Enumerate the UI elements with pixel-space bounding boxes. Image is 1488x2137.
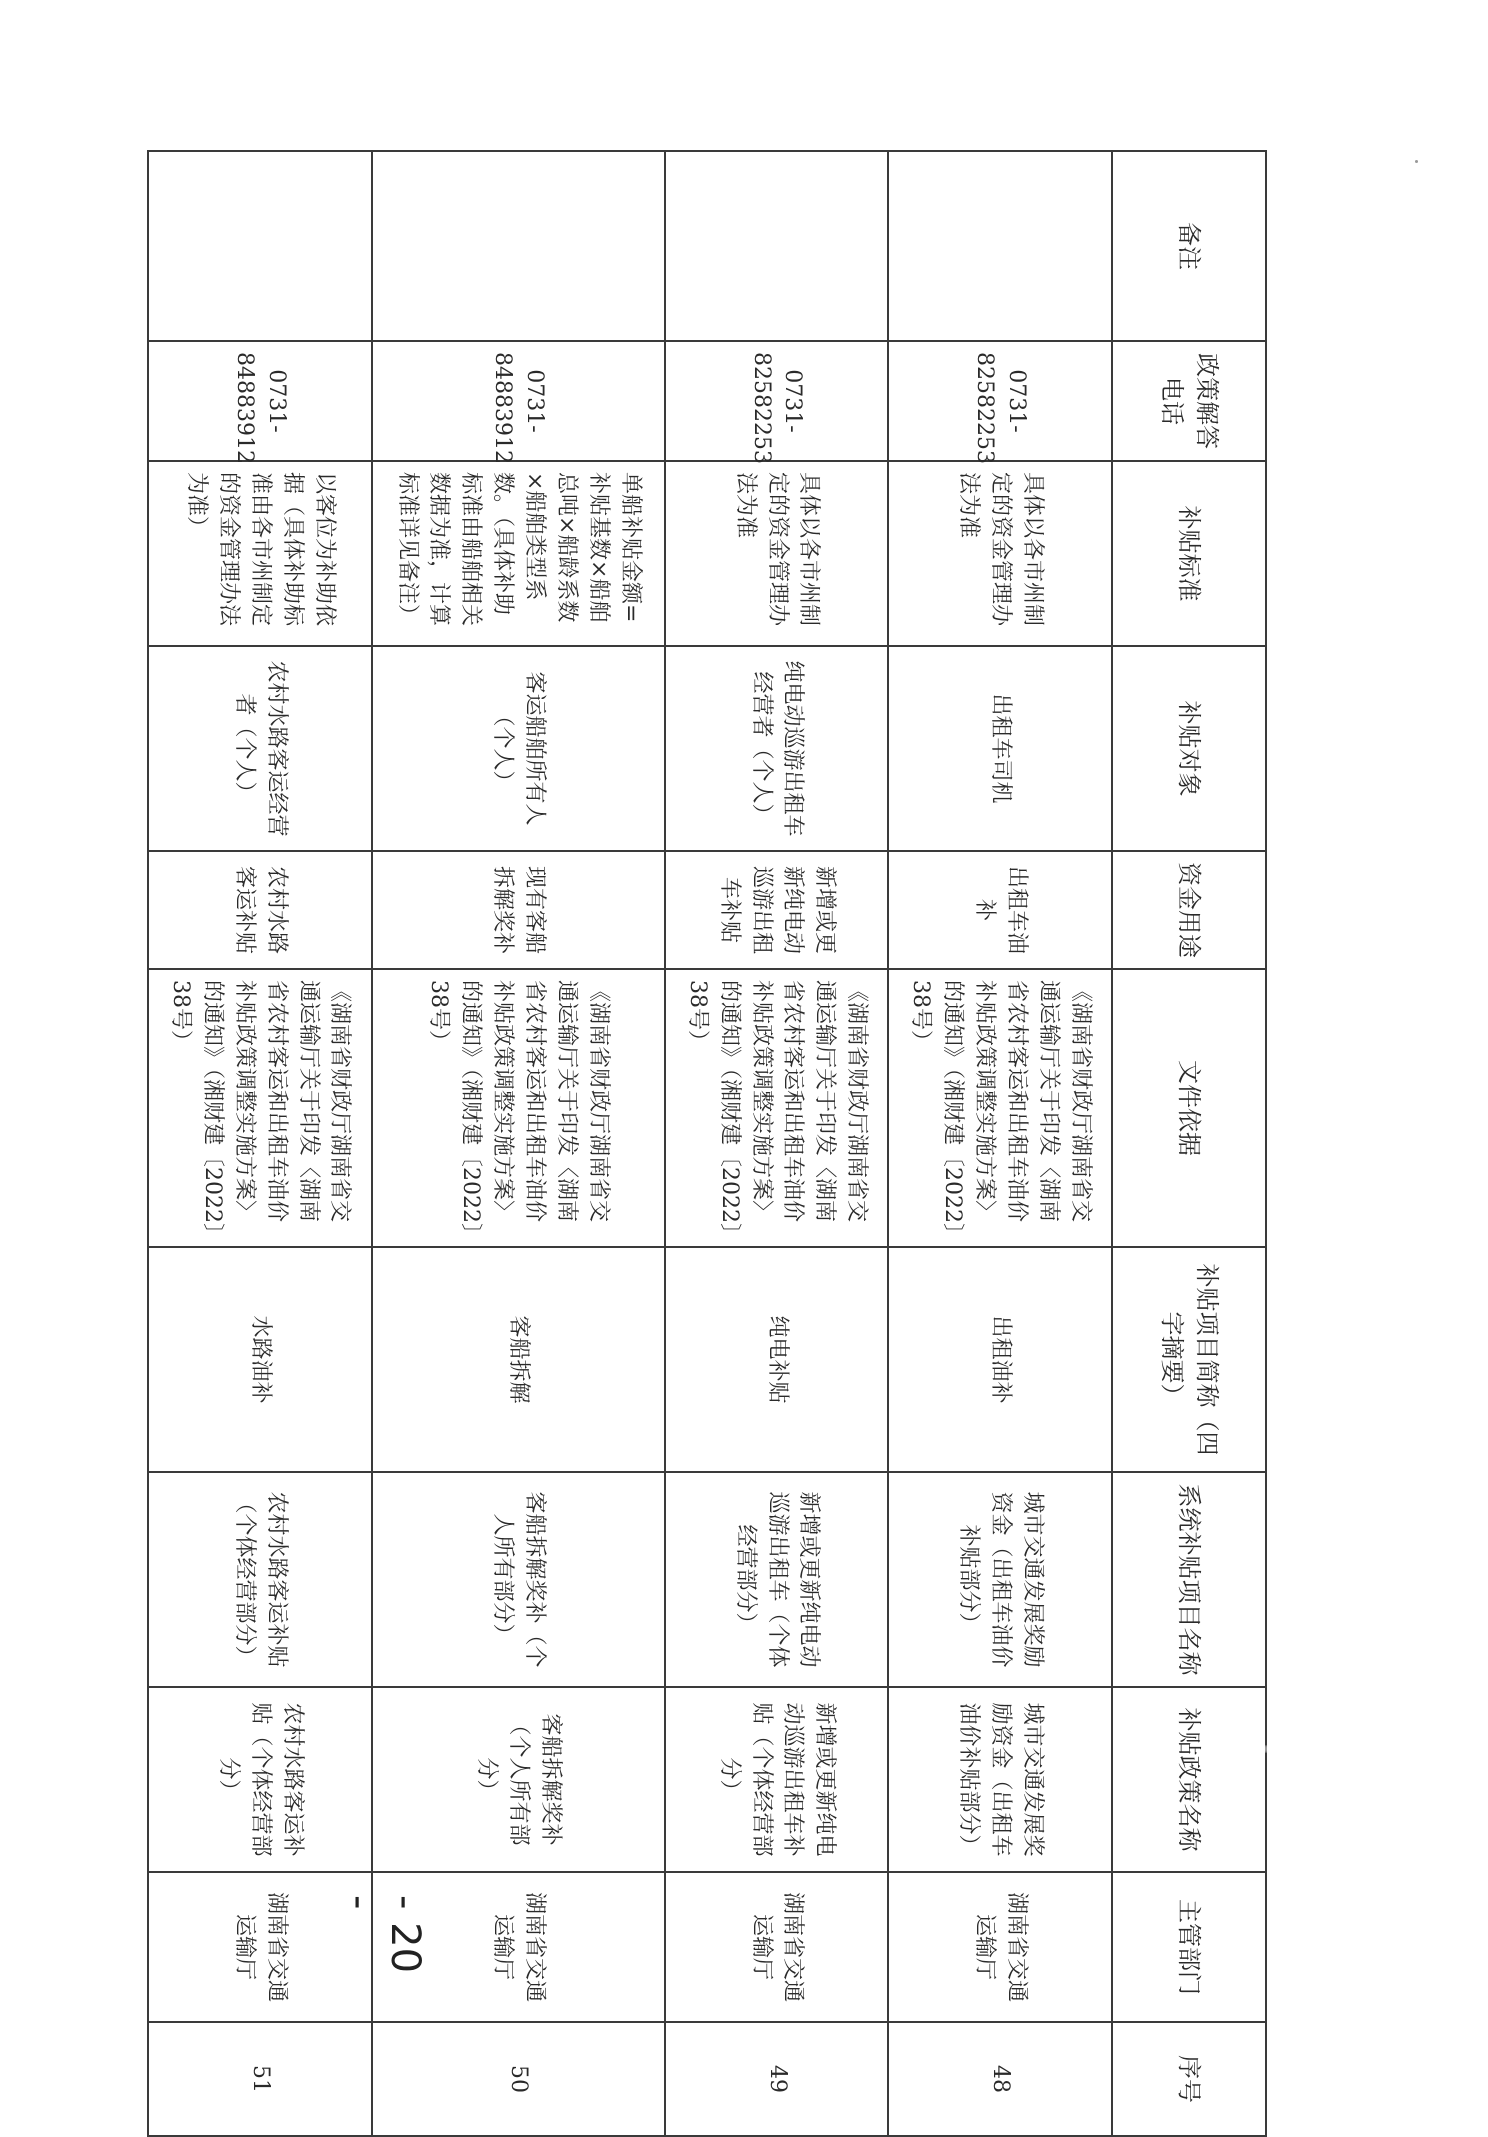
target-cell: 客运船舶所有人（个人）	[372, 646, 665, 851]
use-cell: 出租车油补	[888, 851, 1112, 969]
column-header: 补贴对象	[1112, 646, 1266, 851]
column-header: 系统补贴项目名称	[1112, 1472, 1266, 1687]
subsidy-table	[147, 150, 1267, 2137]
policy-cell: 城市交通发展奖励资金（出租车油价补贴部分）	[888, 1687, 1112, 1872]
use-cell: 现有客船拆解奖补	[372, 851, 665, 969]
remark-cell	[665, 151, 889, 341]
column-header: 文件依据	[1112, 969, 1266, 1247]
phone-cell: 0731-84883912	[148, 341, 372, 461]
table-row	[372, 151, 665, 2136]
remark-cell	[148, 151, 372, 341]
phone-cell: 0731-82582253	[888, 341, 1112, 461]
use-cell: 农村水路客运补贴	[148, 851, 372, 969]
item-cell: 城市交通发展奖励资金（出租车油价补贴部分）	[888, 1472, 1112, 1687]
policy-cell: 新增或更新纯电动巡游出租车补贴（个体经营部分）	[665, 1687, 889, 1872]
table-row	[888, 151, 1112, 2136]
column-header: 序号	[1112, 2022, 1266, 2136]
serial-cell: 48	[888, 2022, 1112, 2136]
standard-cell: 以客位为补助依据（具体补助标准由各市州制定的资金管理办法为准）	[148, 461, 372, 646]
basis-cell: 《湖南省财政厅湖南省交通运输厅关于印发〈湖南省农村客运和出租车油价补贴政策调整实施方案〉的通知》（湘财建〔2022〕38号）	[148, 969, 372, 1247]
remark-cell	[888, 151, 1112, 341]
use-cell: 新增或更新纯电动巡游出租车补贴	[665, 851, 889, 969]
table-header-row	[1112, 151, 1266, 2136]
abbr-cell: 纯电补贴	[665, 1247, 889, 1472]
column-header: 补贴项目简称（四字摘要）	[1112, 1247, 1266, 1472]
subsidy-table-page	[147, 150, 1267, 2103]
target-cell: 纯电动巡游出租车经营者（个人）	[665, 646, 889, 851]
dept-cell: 湖南省交通运输厅	[148, 1872, 372, 2022]
phone-cell: 0731-84883912	[372, 341, 665, 461]
policy-cell: 农村水路客运补贴（个体经营部分）	[148, 1687, 372, 1872]
remark-cell	[372, 151, 665, 341]
serial-cell: 51	[148, 2022, 372, 2136]
basis-cell: 《湖南省财政厅湖南省交通运输厅关于印发〈湖南省农村客运和出租车油价补贴政策调整实施方案〉的通知》（湘财建〔2022〕38号）	[665, 969, 889, 1247]
column-header: 主管部门	[1112, 1872, 1266, 2022]
abbr-cell: 出租油补	[888, 1247, 1112, 1472]
column-header: 补贴政策名称	[1112, 1687, 1266, 1872]
abbr-cell: 水路油补	[148, 1247, 372, 1472]
abbr-cell: 客船拆解	[372, 1247, 665, 1472]
dept-cell: 湖南省交通运输厅	[665, 1872, 889, 2022]
basis-cell: 《湖南省财政厅湖南省交通运输厅关于印发〈湖南省农村客运和出租车油价补贴政策调整实施方案〉的通知》（湘财建〔2022〕38号）	[372, 969, 665, 1247]
item-cell: 新增或更新纯电动巡游出租车（个体经营部分）	[665, 1472, 889, 1687]
standard-cell: 具体以各市州制定的资金管理办法为准	[665, 461, 889, 646]
basis-cell: 《湖南省财政厅湖南省交通运输厅关于印发〈湖南省农村客运和出租车油价补贴政策调整实施方案〉的通知》（湘财建〔2022〕38号）	[888, 969, 1112, 1247]
serial-cell: 50	[372, 2022, 665, 2136]
column-header: 补贴标准	[1112, 461, 1266, 646]
serial-cell: 49	[665, 2022, 889, 2136]
column-header: 备注	[1112, 151, 1266, 341]
target-cell: 出租车司机	[888, 646, 1112, 851]
item-cell: 农村水路客运补贴（个体经营部分）	[148, 1472, 372, 1687]
table-row	[148, 151, 372, 2136]
standard-cell: 单船补贴金额=补贴基数×船舶总吨×船龄系数×船舶类型系数。（具体补助标准由船舶相关数据为准，计算标准详见备注）	[372, 461, 665, 646]
standard-cell: 具体以各市州制定的资金管理办法为准	[888, 461, 1112, 646]
scan-speck	[1415, 160, 1418, 163]
scan-speck	[1265, 1745, 1267, 1753]
dept-cell: 湖南省交通运输厅	[888, 1872, 1112, 2022]
target-cell: 农村水路客运经营者（个人）	[148, 646, 372, 851]
column-header: 资金用途	[1112, 851, 1266, 969]
dept-cell: 湖南省交通运输厅	[372, 1872, 665, 2022]
column-header: 政策解答电话	[1112, 341, 1266, 461]
item-cell: 客船拆解奖补（个人所有部分）	[372, 1472, 665, 1687]
phone-cell: 0731-82582253	[665, 341, 889, 461]
policy-cell: 客船拆解奖补（个人所有部分）	[372, 1687, 665, 1872]
page-number: - 20 -	[336, 1895, 428, 1974]
table-row	[665, 151, 889, 2136]
